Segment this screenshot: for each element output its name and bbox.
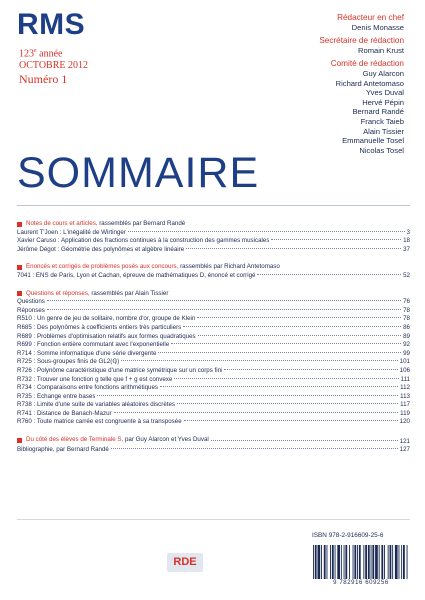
committee-member: Guy Alarcon: [362, 68, 404, 78]
toc-section-heading: [17, 290, 410, 299]
toc-entry-title: R760 : Toute matrice carrée est congruente à sa transposée: [17, 418, 182, 426]
leader-dots: [121, 360, 397, 361]
committee-role: Comité de rédaction: [330, 59, 404, 69]
leader-dots: [183, 326, 401, 327]
barcode-bar: [318, 545, 321, 579]
barcode-bar: [401, 545, 402, 579]
committee-member: Nicolas Tosel: [359, 145, 404, 155]
toc-entry-page: 3: [406, 228, 410, 236]
section-title: Questions et réponses,: [26, 289, 90, 297]
toc-entry[interactable]: [17, 358, 410, 367]
toc-entry[interactable]: [17, 393, 410, 402]
section-editor: rassemblés par Alain Tissier: [89, 289, 169, 297]
leader-dots: [97, 395, 398, 396]
leader-dots: [128, 231, 405, 232]
toc-entry[interactable]: [17, 418, 410, 427]
toc-entry[interactable]: [17, 315, 410, 324]
toc-entry-title: 7041 : ENS de Paris, Lyon et Cachan, épreuve de mathématiques D, énoncé et corrigé: [17, 271, 256, 279]
toc-entry-title: R714 : Somme informatique d'une série divergente: [17, 349, 157, 357]
toc-entry-title: R732 : Trouver une fonction g telle que f + g est convexe: [17, 375, 173, 383]
toc-entry-page: 101: [399, 358, 410, 366]
toc-entry-title: R738 : Limite d'une suite de variables aléatoires discrètes: [17, 401, 176, 409]
toc-entry[interactable]: [17, 376, 410, 385]
barcode-bar: [372, 545, 374, 579]
toc-entry-page: 121: [399, 437, 410, 445]
toc-entry-page: 119: [400, 409, 410, 417]
barcode-bar: [332, 545, 334, 579]
toc-entry-title: Réponses: [17, 306, 45, 314]
barcode-bar: [324, 545, 326, 579]
barcode-bar: [354, 545, 356, 579]
toc-entry[interactable]: [17, 307, 410, 316]
issue-date: OCTOBRE 2012: [19, 60, 88, 72]
leader-dots: [47, 309, 401, 310]
barcode-bar: [365, 545, 367, 579]
leader-dots: [257, 274, 401, 275]
secretary-role: Secrétaire de rédaction: [319, 36, 404, 46]
toc-section-heading[interactable]: [17, 436, 410, 446]
barcode-bar: [381, 545, 383, 579]
section-bullet-icon: [17, 265, 22, 270]
toc-entry-title: R699 : Fonction entière commutant avec l'exponentielle: [17, 341, 170, 349]
toc-entry-page: 120: [399, 418, 410, 426]
toc-entry[interactable]: [17, 384, 410, 393]
barcode-bar: [321, 545, 322, 579]
toc-entry[interactable]: [17, 324, 410, 333]
barcode-bar: [392, 545, 393, 579]
barcode-bar: [327, 545, 328, 579]
toc-entry-page: 78: [403, 315, 410, 323]
leader-dots: [177, 403, 398, 404]
issue-info: [19, 45, 88, 87]
toc-entry-page: 117: [400, 401, 410, 409]
toc-entry[interactable]: [17, 237, 410, 246]
section-editor: rassemblés par Richard Antetomaso: [178, 263, 280, 271]
toc-entry-page: 113: [400, 392, 410, 400]
toc-entry[interactable]: [17, 246, 410, 255]
section-title: Énoncés et corrigés de problèmes posés aux concours,: [26, 263, 179, 271]
toc-entry[interactable]: [17, 350, 410, 359]
editor-role: Rédacteur en chef: [337, 13, 404, 22]
toc-entry-page: 99: [403, 349, 410, 357]
leader-dots: [186, 248, 401, 249]
committee-member: Bernard Randé: [352, 107, 404, 117]
editor-name: Denis Monasse: [351, 22, 404, 32]
committee-list: [204, 69, 404, 155]
toc-entry-title: R726 : Polynôme caractéristique d'une matrice symétrique sur un corps fini: [17, 366, 223, 374]
issue-number: Numéro 1: [19, 72, 68, 87]
barcode-bar: [353, 545, 354, 579]
issue-year: 123e année: [19, 48, 63, 60]
editorial-board: [204, 13, 404, 155]
barcode-bar: [379, 545, 380, 579]
leader-dots: [114, 412, 399, 413]
committee-member: Franck Taieb: [360, 116, 404, 126]
toc-entry[interactable]: [17, 341, 410, 350]
toc-entry-page: 111: [400, 375, 410, 383]
section-bullet-icon: [17, 222, 22, 227]
secretary-name: Romain Krust: [357, 45, 404, 55]
toc-section-heading: [17, 263, 410, 272]
toc-entry-title: R685 : Des polynômes à coefficients entiers très particuliers: [17, 323, 182, 331]
toc-entry-title: Bibliographie, par Bernard Randé: [17, 446, 109, 454]
leader-dots: [211, 440, 398, 441]
barcode-bar: [407, 545, 408, 579]
toc-entry-page: 37: [403, 245, 410, 253]
leader-dots: [171, 343, 401, 344]
barcode-bar: [330, 545, 331, 579]
title-divider: [17, 205, 410, 206]
barcode-bar: [403, 545, 405, 579]
committee-member: Richard Antetomaso: [335, 78, 404, 88]
toc-entry[interactable]: [17, 410, 410, 419]
barcode-bar: [390, 545, 392, 579]
toc-entry-page: 127: [399, 446, 410, 454]
toc-entry-title: Laurent T'Joen : L'inégalité de Wirtinger: [17, 228, 126, 236]
toc-entry-page: 18: [403, 237, 410, 245]
barcode-bar: [344, 545, 345, 579]
toc-entry-title: R689 : Problèmes d'optimisation relatifs aux formes quadratiques: [17, 332, 196, 340]
leader-dots: [197, 317, 401, 318]
toc-entry-title: Xavier Caruso : Application des fractions continues à la construction des gammes musicales: [17, 237, 270, 245]
barcode-bar: [359, 545, 361, 579]
barcode-bar: [345, 545, 347, 579]
toc-section-heading: [17, 220, 410, 229]
barcode-bar: [375, 545, 378, 579]
section-editor: par Guy Alarcon et Yves Duval: [123, 436, 209, 444]
toc-entry[interactable]: [17, 272, 410, 281]
toc-entry-title: Jérôme Dégot : Géométrie des polynômes et algèbre linéaire: [17, 245, 185, 253]
toc-entry-page: 76: [403, 298, 410, 306]
toc-entry-title: R735 : Échange entre bases: [17, 392, 96, 400]
toc-entry-page: 112: [400, 384, 410, 392]
barcode-bar: [335, 545, 336, 579]
toc-entry-page: 89: [403, 332, 410, 340]
section-bullet-icon: [17, 438, 22, 443]
toc-entry[interactable]: [17, 333, 410, 342]
leader-dots: [160, 386, 398, 387]
committee-member: Alain Tissier: [363, 126, 404, 136]
section-bullet-icon: [17, 291, 22, 296]
publisher-logo: RDE: [167, 553, 203, 572]
barcode-bar: [341, 545, 342, 579]
toc-entry-page: 52: [403, 271, 410, 279]
leader-dots: [111, 448, 398, 449]
barcode-bar: [388, 545, 389, 579]
barcode-bar: [315, 545, 317, 579]
leader-dots: [271, 239, 401, 240]
leader-dots: [198, 335, 401, 336]
toc-entry[interactable]: [17, 446, 410, 455]
table-of-contents: [17, 220, 410, 455]
toc-entry[interactable]: [17, 367, 410, 376]
barcode-bar: [337, 545, 340, 579]
toc-entry-page: 106: [399, 366, 410, 374]
toc-entry-page: 92: [403, 341, 410, 349]
barcode-number: 9 782916 609256: [333, 580, 389, 586]
barcode-bar: [371, 545, 372, 579]
footer-divider: [17, 519, 410, 520]
leader-dots: [174, 378, 398, 379]
committee-member: Emmanuelle Tosel: [342, 136, 404, 146]
toc-entry-title: R725 : Sous-groupes finis de GL2(ℚ): [17, 358, 120, 366]
toc-entry-title: Questions: [17, 298, 45, 306]
toc-entry[interactable]: [17, 229, 410, 238]
barcode: [312, 545, 410, 579]
section-editor: rassemblés par Bernard Randé: [97, 220, 186, 227]
barcode-bar: [399, 545, 400, 579]
barcode-bar: [313, 545, 314, 579]
barcode-bar: [349, 545, 350, 579]
barcode-bar: [384, 545, 385, 579]
toc-entry-title: R741 : Distance de Banach-Mazur: [17, 409, 112, 417]
toc-entry-title: R510 : Un genre de jeu de solitaire, nombre d'or, groupe de Klein: [17, 315, 196, 323]
section-title: Notes de cours et articles,: [26, 220, 98, 227]
toc-entry-page: 78: [403, 306, 410, 314]
committee-member: Hervé Pépin: [362, 97, 404, 107]
journal-logo: RMS: [17, 8, 86, 41]
toc-entry-page: 86: [403, 323, 410, 331]
leader-dots: [224, 369, 397, 370]
toc-entry[interactable]: [17, 298, 410, 307]
section-title: Du côté des élèves de Terminale S,: [26, 436, 124, 444]
toc-entry-title: R734 : Comparaisons entre fonctions arithmétiques: [17, 384, 159, 392]
isbn-text: ISBN 978-2-916609-25-6: [312, 532, 384, 539]
toc-entry[interactable]: [17, 401, 410, 410]
barcode-bar: [395, 545, 398, 579]
barcode-bar: [363, 545, 364, 579]
page-title: SOMMAIRE: [17, 149, 260, 197]
leader-dots: [158, 352, 401, 353]
leader-dots: [184, 420, 398, 421]
committee-member: Yves Duval: [366, 88, 404, 98]
barcode-bar: [368, 545, 370, 579]
barcode-bar: [357, 545, 358, 579]
leader-dots: [47, 300, 401, 301]
